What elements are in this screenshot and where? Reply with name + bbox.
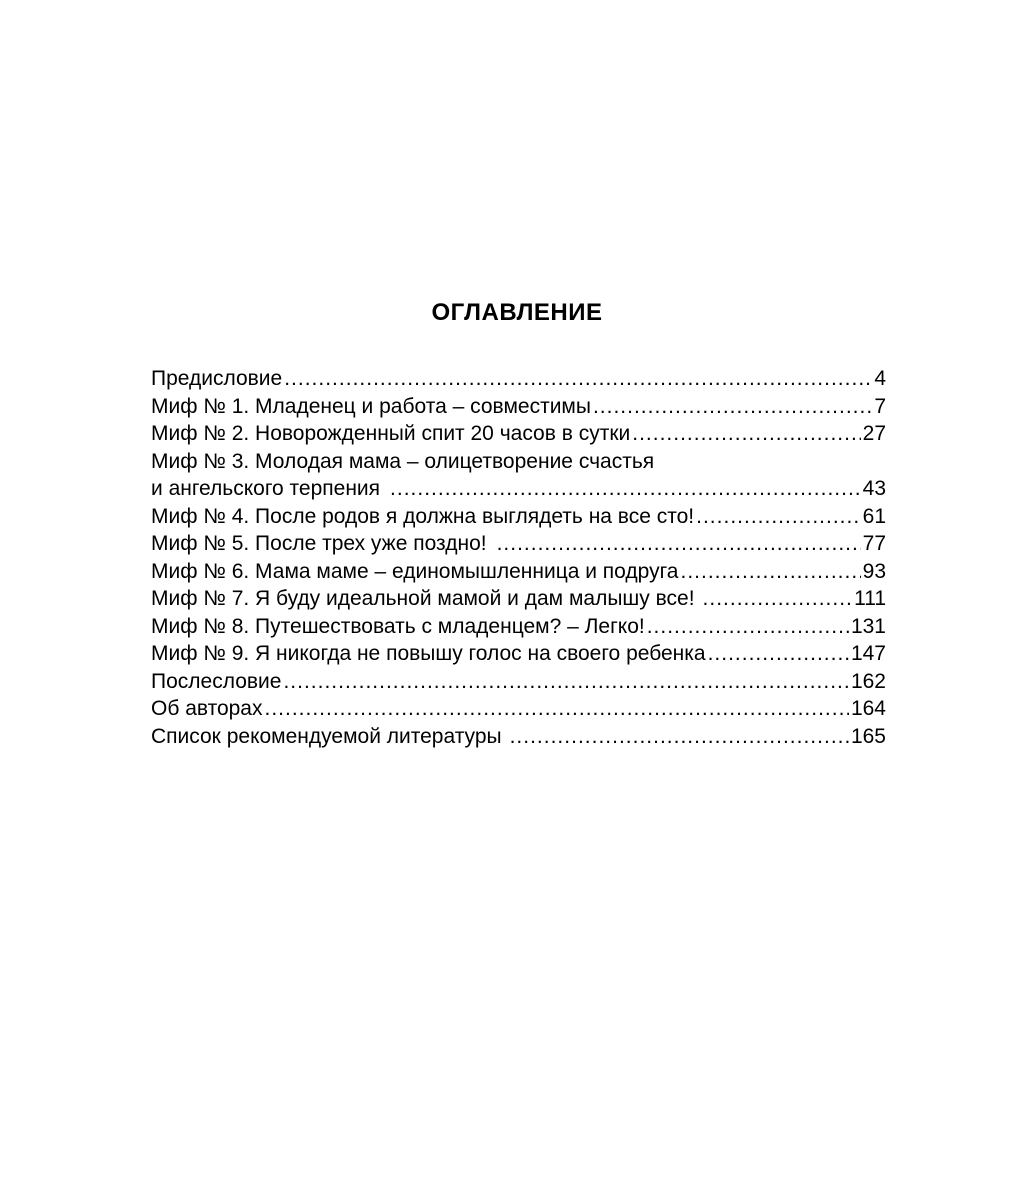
toc-entry-label: Миф № 7. Я буду идеальной мамой и дам малышу все! bbox=[151, 587, 695, 610]
toc-entry-label: Миф № 9. Я никогда не повышу голос на своего ребенка bbox=[151, 642, 706, 665]
toc-entry-page: 93 bbox=[862, 559, 886, 583]
toc-entry-myth-9[interactable] bbox=[151, 640, 886, 668]
toc-entry-label-continuation: и ангельского терпения bbox=[151, 477, 381, 500]
toc-entry-about-authors[interactable] bbox=[151, 695, 886, 723]
toc-entry-label: Миф № 8. Путешествовать с младенцем? – Легко! bbox=[151, 614, 645, 638]
toc-entry-page: 27 bbox=[862, 422, 886, 445]
toc-entry-page: 162 bbox=[850, 669, 886, 693]
toc-entry-label: Миф № 1. Младенец и работа – совместимы bbox=[151, 394, 591, 418]
toc-entry-page: 61 bbox=[862, 504, 886, 528]
toc-entry-myth-4[interactable] bbox=[151, 503, 886, 531]
toc-entry-myth-3-line-2[interactable] bbox=[151, 475, 886, 503]
toc-entry-label: Миф № 3. Молодая мама – олицетворение счастья bbox=[151, 449, 655, 473]
toc-entry-myth-1[interactable] bbox=[151, 393, 886, 421]
toc-entry-page: 4 bbox=[874, 367, 886, 390]
toc-entry-myth-6[interactable] bbox=[151, 558, 886, 586]
toc-entry-myth-7[interactable] bbox=[151, 585, 886, 613]
toc-entry-reading-list[interactable] bbox=[151, 723, 886, 751]
toc-entry-page: 147 bbox=[850, 642, 886, 665]
toc-entry-myth-3-line-1[interactable] bbox=[151, 448, 886, 476]
toc-entry-label: Миф № 6. Мама маме – единомышленница и подруга bbox=[151, 559, 679, 583]
toc-entry-myth-8[interactable] bbox=[151, 613, 886, 641]
dot-leader bbox=[265, 695, 849, 723]
dot-leader bbox=[632, 420, 860, 448]
toc-entry-label: Послесловие bbox=[151, 669, 282, 693]
toc-entry-myth-2[interactable] bbox=[151, 420, 886, 448]
dot-leader bbox=[680, 558, 860, 586]
dot-leader bbox=[284, 365, 872, 393]
toc-entry-label: Предисловие bbox=[151, 367, 283, 390]
toc-entry-page: 111 bbox=[854, 587, 886, 610]
dot-leader bbox=[696, 503, 861, 531]
toc-entry-afterword[interactable] bbox=[151, 668, 886, 696]
toc-entry-label: Список рекомендуемой литературы bbox=[151, 724, 502, 748]
dot-leader bbox=[510, 723, 849, 751]
toc-title: ОГЛАВЛЕНИЕ bbox=[431, 299, 603, 326]
toc-entry-label: Миф № 2. Новорожденный спит 20 часов в сутки bbox=[151, 422, 631, 445]
dot-leader bbox=[390, 475, 861, 503]
toc-entry-page: 165 bbox=[850, 724, 886, 748]
toc-entry-myth-5[interactable] bbox=[151, 530, 886, 558]
dot-leader bbox=[283, 668, 849, 696]
dot-leader bbox=[708, 640, 849, 668]
toc-entry-page: 164 bbox=[850, 697, 886, 720]
toc-entry-label: Миф № 4. После родов я должна выглядеть на все сто! bbox=[151, 504, 695, 528]
toc-entry-label: Об авторах bbox=[151, 697, 263, 720]
dot-leader bbox=[593, 393, 872, 421]
toc-entry-page: 43 bbox=[862, 477, 886, 500]
dot-leader bbox=[497, 530, 861, 558]
toc-entry-page: 7 bbox=[874, 394, 886, 418]
toc-entry-page: 77 bbox=[862, 532, 886, 555]
toc-entry-page: 131 bbox=[850, 614, 886, 638]
dot-leader bbox=[703, 585, 853, 613]
dot-leader bbox=[647, 613, 849, 641]
toc-list bbox=[151, 365, 886, 750]
toc-entry-preface[interactable] bbox=[151, 365, 886, 393]
toc-entry-label: Миф № 5. После трех уже поздно! bbox=[151, 532, 487, 555]
